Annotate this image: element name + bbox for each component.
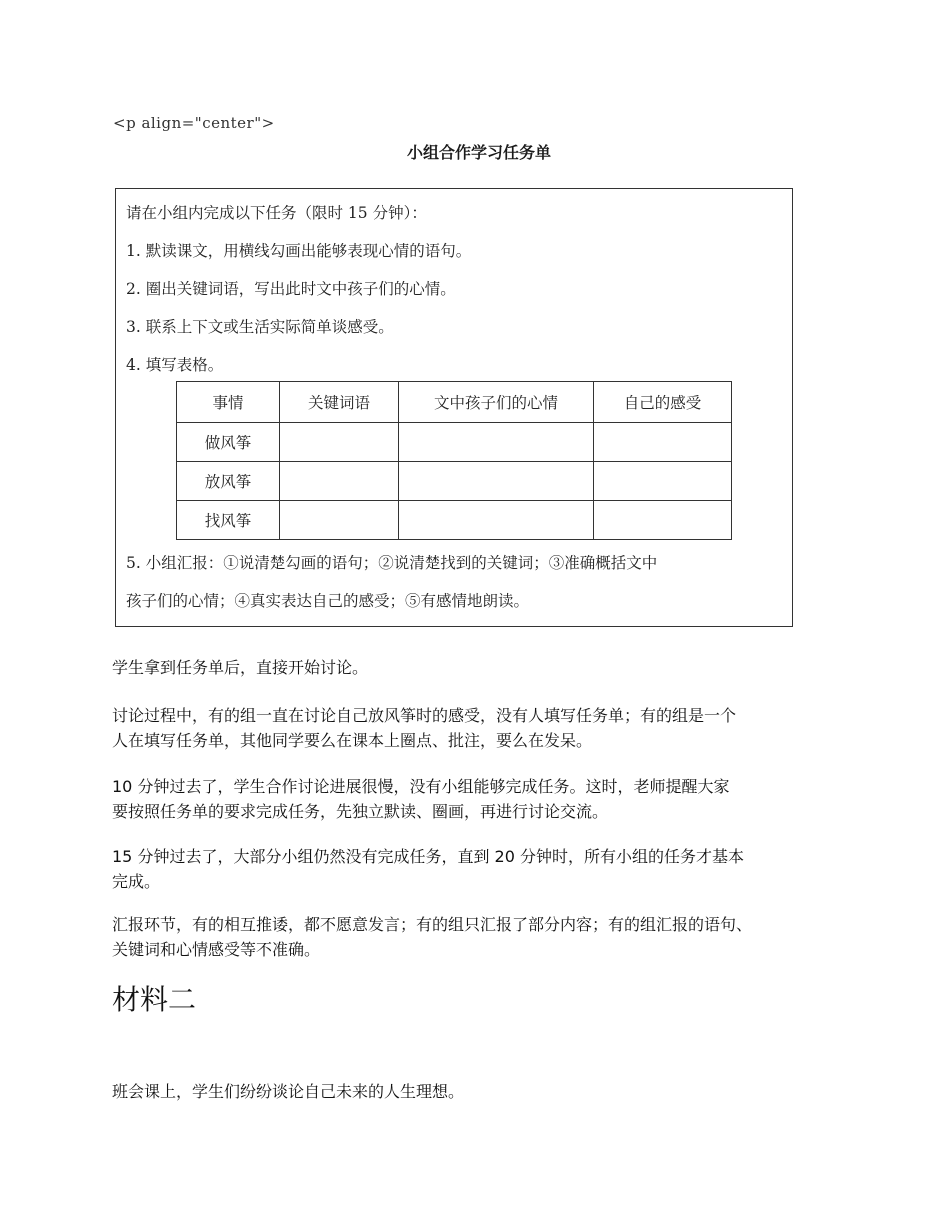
table-row [177, 462, 732, 501]
section-2-heading: 材料二 [112, 983, 197, 1016]
table-header-cell: 自己的感受 [594, 382, 732, 423]
task-5-line-1: 5. 小组汇报：①说清楚勾画的语句；②说清楚找到的关键词；③准确概括文中 [126, 554, 658, 572]
table-cell [280, 462, 399, 501]
paragraph-line: 完成。 [112, 872, 161, 891]
table-row [177, 423, 732, 462]
table-cell [280, 423, 399, 462]
worksheet-intro: 请在小组内完成以下任务（限时 15 分钟）： [126, 204, 427, 222]
emotion-table [176, 381, 732, 540]
section-2-paragraph: 班会课上，学生们纷纷谈论自己未来的人生理想。 [112, 1082, 465, 1101]
paragraph-1: 学生拿到任务单后，直接开始讨论。 [112, 658, 369, 677]
table-header-cell: 文中孩子们的心情 [399, 382, 594, 423]
paragraph-line: 讨论过程中，有的组一直在讨论自己放风筝时的感受，没有人填写任务单；有的组是一个 [112, 706, 737, 725]
paragraph-line: 15 分钟过去了，大部分小组仍然没有完成任务，直到 20 分钟时，所有小组的任务才基本 [112, 847, 744, 866]
task-5-line-2: 孩子们的心情；④真实表达自己的感受；⑤有感情地朗读。 [126, 592, 530, 610]
table-row [177, 501, 732, 540]
worksheet-title: 小组合作学习任务单 [406, 143, 551, 162]
worksheet-box [115, 188, 793, 627]
paragraph-line: 10 分钟过去了，学生合作讨论进展很慢，没有小组能够完成任务。这时，老师提醒大家 [112, 777, 730, 796]
task-3: 3. 联系上下文或生活实际简单谈感受。 [126, 318, 394, 336]
task-4: 4. 填写表格。 [126, 356, 224, 374]
table-cell [594, 462, 732, 501]
table-cell [399, 462, 594, 501]
table-header-row [177, 382, 732, 423]
table-cell [280, 501, 399, 540]
paragraph-2 [112, 703, 872, 753]
paragraph-line: 汇报环节，有的相互推诿，都不愿意发言；有的组只汇报了部分内容；有的组汇报的语句、 [112, 915, 753, 934]
raw-html-tag-text: <p align="center"> [113, 114, 275, 132]
table-cell [399, 501, 594, 540]
paragraph-line: 关键词和心情感受等不准确。 [112, 940, 321, 959]
paragraph-line: 人在填写任务单，其他同学要么在课本上圈点、批注，要么在发呆。 [112, 731, 593, 750]
table-row-label: 做风筝 [177, 423, 280, 462]
task-1: 1. 默读课文，用横线勾画出能够表现心情的语句。 [126, 242, 472, 260]
table-cell [594, 423, 732, 462]
table-header-cell: 关键词语 [280, 382, 399, 423]
paragraph-3 [112, 774, 872, 824]
paragraph-4 [112, 844, 872, 894]
table-header-cell: 事情 [177, 382, 280, 423]
paragraph-5 [112, 912, 872, 962]
table-row-label: 放风筝 [177, 462, 280, 501]
table-row-label: 找风筝 [177, 501, 280, 540]
task-2: 2. 圈出关键词语，写出此时文中孩子们的心情。 [126, 280, 456, 298]
table-cell [594, 501, 732, 540]
paragraph-line: 要按照任务单的要求完成任务，先独立默读、圈画，再进行讨论交流。 [112, 802, 609, 821]
table-cell [399, 423, 594, 462]
